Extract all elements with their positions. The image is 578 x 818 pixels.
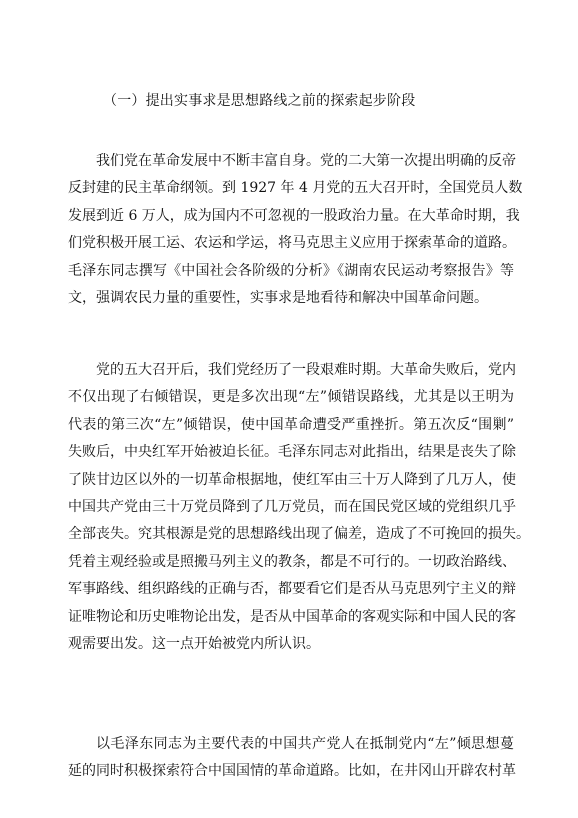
paragraph-line: 延的同时积极探索符合中国国情的革命道路。比如，在井冈山开辟农村革 xyxy=(68,763,516,780)
paragraph-line: 毛泽东同志撰写《中国社会各阶级的分析》《湖南农民运动考察报告》等 xyxy=(68,262,514,279)
paragraph-line: 全部丧失。究其根源是党的思想路线出现了偏差，造成了不可挽回的损失。 xyxy=(68,526,530,543)
paragraph-line: 我们党在革命发展中不断丰富自身。党的二大第一次提出明确的反帝 xyxy=(96,153,516,169)
paragraph-line: 以毛泽东同志为主要代表的中国共产党人在抵制党内“左”倾思想蔓 xyxy=(96,736,514,752)
paragraph-line: 中国共产党由三十万党员降到了几万党员，而在国民党区域的党组织几乎 xyxy=(68,498,516,515)
paragraph-line: 文，强调农民力量的重要性，实事求是地看待和解决中国革命问题。 xyxy=(68,289,488,306)
paragraph-line: 代表的第三次“左”倾错误，使中国革命遭受严重挫折。第五次反“围剿” xyxy=(68,416,514,433)
paragraph-line: 了陕甘边区以外的一切革命根据地，使红军由三十万人降到了几万人，使 xyxy=(68,471,516,488)
paragraph-line: 们党积极开展工运、农运和学运，将马克思主义应用于探索革命的道路。 xyxy=(68,235,516,252)
paragraph-line: 发展到近 6 万人，成为国内不可忽视的一股政治力量。在大革命时期，我 xyxy=(68,207,520,224)
paragraph-line: 军事路线、组织路线的正确与否，都要看它们是否从马克思列宁主义的辩 xyxy=(68,581,516,598)
paragraph-line: 凭着主观经验或是照搬马列主义的教条，都是不可行的。一切政治路线、 xyxy=(68,553,516,570)
paragraph-1 xyxy=(68,148,523,312)
paragraph-line: 不仅出现了右倾错误，更是多次出现“左”倾错误路线，尤其是以王明为 xyxy=(68,389,514,406)
paragraph-line: 党的五大召开后，我们党经历了一段艰难时期。大革命失败后，党内 xyxy=(96,362,516,378)
paragraph-line: 反封建的民主革命纲领。到 1927 年 4 月党的五大召开时，全国党员人数 xyxy=(68,180,523,197)
paragraph-2 xyxy=(68,357,530,658)
paragraph-line: 失败后，中央红军开始被迫长征。毛泽东同志对此指出，结果是丧失了除 xyxy=(68,444,516,461)
section-heading: （一）提出实事求是思想路线之前的探索起步阶段 xyxy=(103,93,416,109)
paragraph-line: 证唯物论和历史唯物论出发，是否从中国革命的客观实际和中国人民的客 xyxy=(68,608,516,625)
paragraph-line: 观需要出发。这一点开始被党内所认识。 xyxy=(68,635,320,652)
paragraph-3 xyxy=(68,731,514,786)
